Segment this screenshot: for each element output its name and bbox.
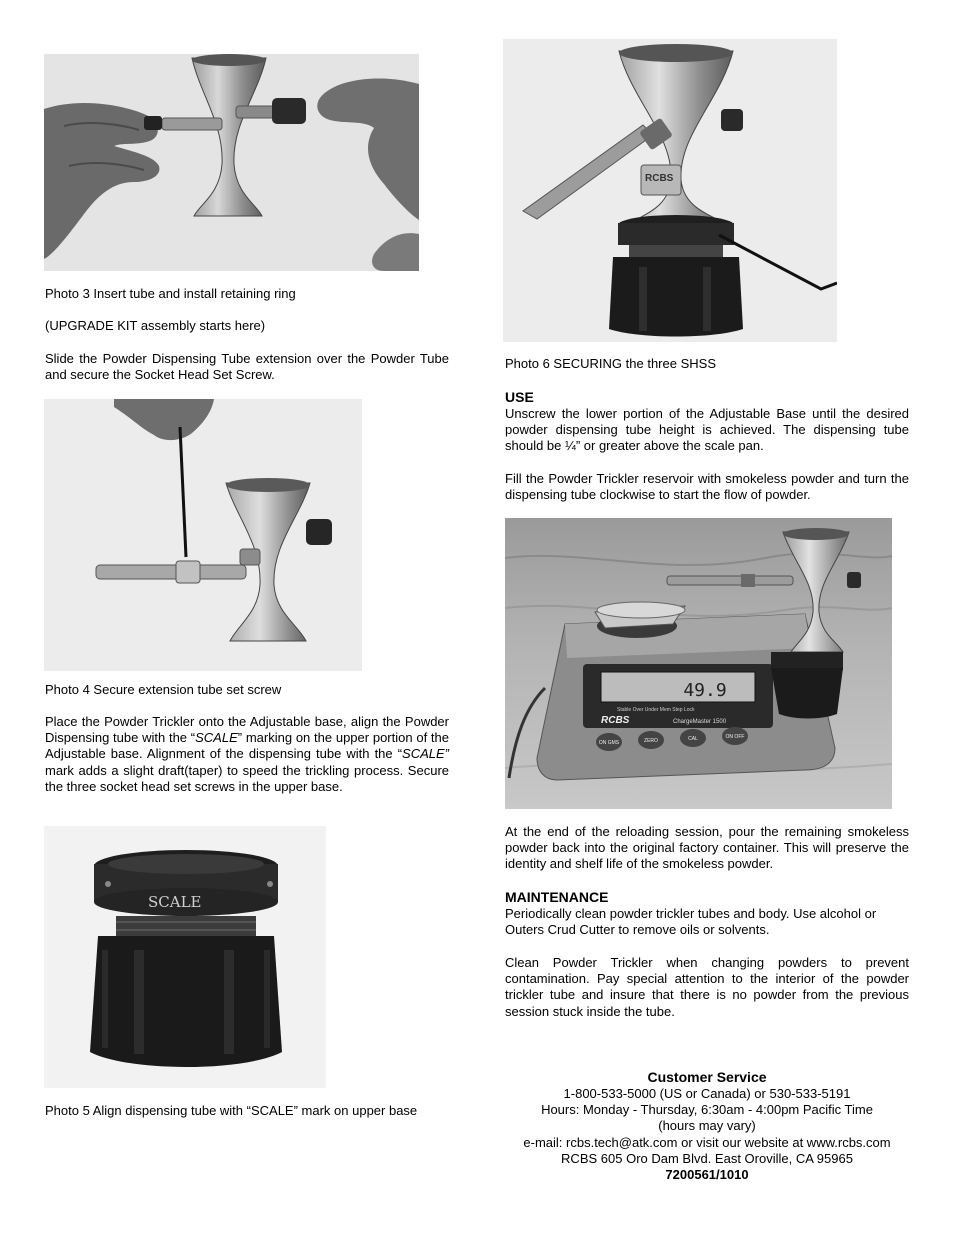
scale-display-reading: 49.9 (683, 680, 727, 701)
customer-service-phone: 1-800-533-5000 (US or Canada) or 530-533-5191 (563, 1086, 851, 1101)
upgrade-kit-note: (UPGRADE KIT assembly starts here) (45, 318, 266, 333)
customer-service-address: RCBS 605 Oro Dam Blvd. East Oroville, CA 95965 (561, 1150, 853, 1166)
photo-scale-chargemaster (505, 518, 892, 809)
photo-4-secure-set-screw (44, 399, 362, 671)
customer-service-title: Customer Service (647, 1069, 767, 1085)
photo-5-caption: Photo 5 Align dispensing tube with “SCALE” mark on upper base (45, 1103, 418, 1118)
maintenance-paragraph-1: Periodically clean powder trickler tubes and body. Use alcohol or Outers Crud Cutter to remove oils or solvents. (505, 906, 877, 938)
photo-4-caption: Photo 4 Secure extension tube set screw (45, 682, 282, 697)
photo-3-insert-tube (44, 54, 419, 271)
scale-marking: SCALE (148, 893, 202, 911)
place-text-part-3: mark adds a slight draft(taper) to speed the trickling process. Secure the three socket head set screws in the upper base. (45, 762, 449, 794)
scale-button-on-gms: ON GMS (598, 740, 620, 746)
use-heading: USE (505, 389, 534, 405)
photo-6-securing-shss (503, 39, 837, 342)
customer-service-hours-note: (hours may vary) (658, 1118, 756, 1134)
scale-model-label: ChargeMaster 1500 (673, 719, 727, 725)
photo-5-adjustable-base (44, 826, 326, 1088)
trickler-logo: RCBS (645, 173, 674, 184)
end-session-paragraph: At the end of the reloading session, pour the remaining smokeless powder back into the original factory container. This will preserve the identity and shelf life of the smokeless powder. (505, 824, 909, 872)
place-text-part-2: ” marking on the upper portion of the Adjustable base. Alignment of the dispensing tube with the “ (45, 730, 449, 762)
customer-service-contact: e-mail: rcbs.tech@atk.com or visit our website at www.rcbs.com (523, 1134, 891, 1150)
maintenance-paragraph-2: Clean Powder Trickler when changing powders to prevent contamination. Pay special attention to the interior of the powder trickler tube and insure that there is no powder from the previous session stuck inside the tube. (505, 955, 909, 1019)
place-text-part-1: Place the Powder Trickler onto the Adjustable base, align the Powder Dispensing tube with the “ (45, 714, 449, 746)
scale-button-zero: ZERO (644, 738, 658, 744)
use-paragraph-1: Unscrew the lower portion of the Adjustable Base until the desired powder dispensing tube height is achieved. The dispensing tube should be ¼” or greater above the scale pan. (505, 406, 909, 454)
scale-button-on-off: ON OFF (725, 734, 745, 740)
photo-6-caption: Photo 6 SECURING the three SHSS (505, 356, 716, 371)
scale-emphasis-2: SCALE” (402, 746, 449, 762)
customer-service-hours: Hours: Monday - Thursday, 6:30am - 4:00pm Pacific Time (541, 1102, 873, 1118)
place-trickler-paragraph (45, 714, 449, 795)
scale-status-labels: Stable Over Under Mem Step Lock (617, 707, 695, 713)
slide-extension-paragraph: Slide the Powder Dispensing Tube extension over the Powder Tube and secure the Socket Head Set Screw. (45, 351, 449, 383)
use-paragraph-2: Fill the Powder Trickler reservoir with smokeless powder and turn the dispensing tube clockwise to start the flow of powder. (505, 471, 909, 503)
photo-3-caption: Photo 3 Insert tube and install retaining ring (45, 286, 296, 301)
maintenance-heading: MAINTENANCE (505, 889, 609, 905)
scale-emphasis-1: SCALE (195, 730, 238, 746)
scale-brand-logo: RCBS (601, 715, 630, 726)
scale-button-cal: CAL (688, 736, 698, 742)
customer-service-block (505, 1068, 909, 1183)
part-number: 7200561/1010 (665, 1167, 749, 1183)
